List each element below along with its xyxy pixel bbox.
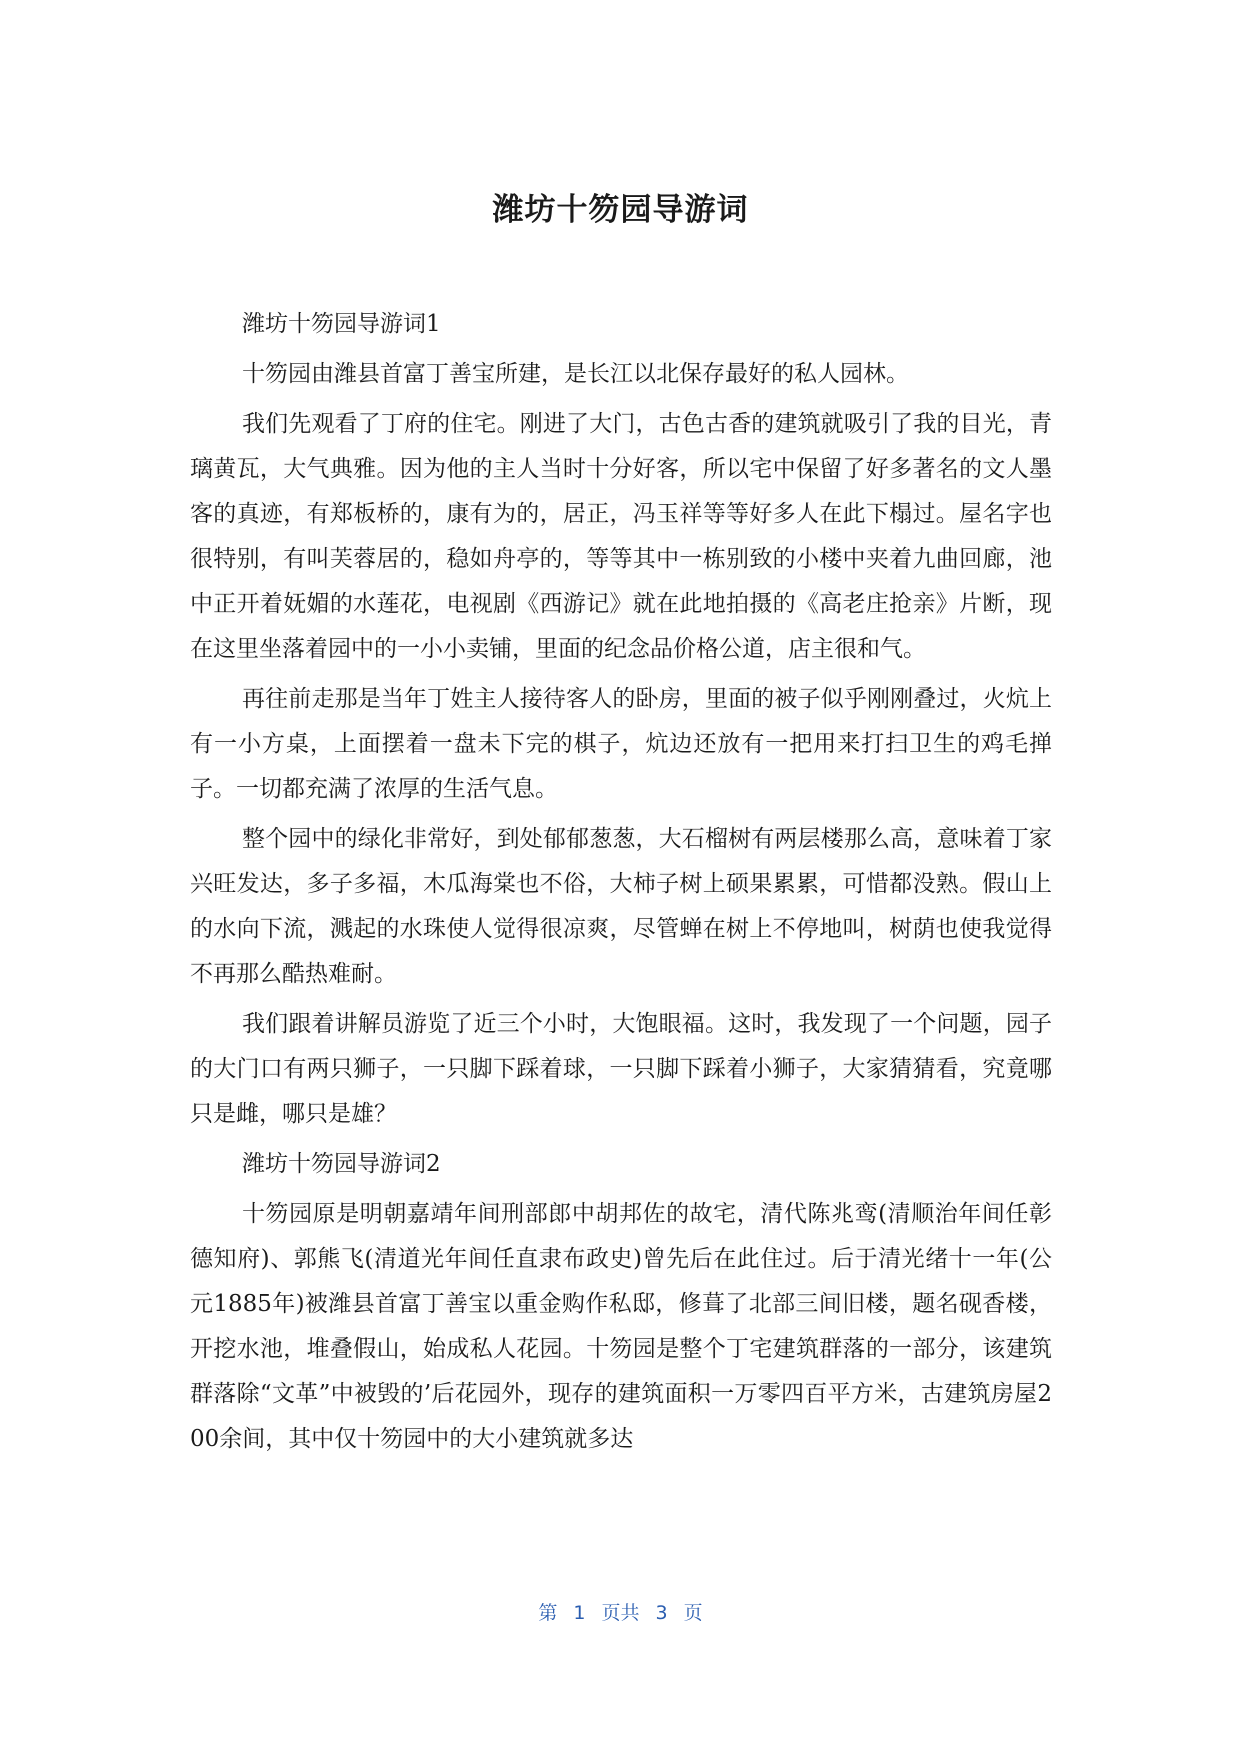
document-title: 潍坊十笏园导游词: [492, 192, 749, 228]
paragraph: 再往前走那是当年丁姓主人接待客人的卧房，里面的被子似乎刚刚叠过，火炕上有一小方桌，上面摆着一盘未下完的棋子，炕边还放有一把用来打扫卫生的鸡毛掸子。一切都充满了浓厚的生活气息。: [190, 686, 1052, 802]
footer-label-suffix: 页: [683, 1602, 703, 1624]
footer-label-prefix: 第: [538, 1602, 558, 1624]
paragraph: 我们先观看了丁府的住宅。刚进了大门，古色古香的建筑就吸引了我的目光，青璃黄瓦，大气典雅。因为他的主人当时十分好客，所以宅中保留了好多著名的文人墨客的真迹，有郑板桥的，康有为的，居正，冯玉祥等等好多人在此下榻过。屋名字也很特别，有叫芙蓉居的，稳如舟亭的，等等其中一栋别致的小楼中夹着九曲回廊，池中正开着妩媚的水莲花，电视剧《西游记》就在此地拍摄的《高老庄抢亲》片断，现在这里坐落着园中的一小小卖铺，里面的纪念品价格公道，店主很和气。: [190, 411, 1052, 662]
paragraph: 十笏园原是明朝嘉靖年间刑部郎中胡邦佐的故宅，清代陈兆鸾(清顺治年间任彰德知府)、郭熊飞(清道光年间任直隶布政史)曾先后在此住过。后于清光绪十一年(公元1885年)被潍县首富丁善宝以重金购作私邸，修葺了北部三间旧楼，题名砚香楼，开挖水池，堆叠假山，始成私人花园。十笏园是整个丁宅建筑群落的一部分，该建筑群落除“文革”中被毁的’后花园外，现存的建筑面积一万零四百平方米，古建筑房屋200余间，其中仅十笏园中的大小建筑就多达: [190, 1201, 1052, 1452]
paragraph: 整个园中的绿化非常好，到处郁郁葱葱，大石榴树有两层楼那么高，意味着丁家兴旺发达，多子多福，木瓜海棠也不俗，大柿子树上硕果累累，可惜都没熟。假山上的水向下流，溅起的水珠使人觉得很凉爽，尽管蝉在树上不停地叫，树荫也使我觉得不再那么酷热难耐。: [190, 826, 1052, 987]
section-heading-1: 潍坊十笏园导游词1: [242, 311, 441, 337]
footer-label-middle: 页共: [601, 1602, 640, 1624]
section-heading-2: 潍坊十笏园导游词2: [242, 1151, 441, 1177]
total-pages-number: 3: [655, 1602, 668, 1624]
document-body: [190, 302, 1052, 1467]
paragraph: 我们跟着讲解员游览了近三个小时，大饱眼福。这时，我发现了一个问题，园子的大门口有两只狮子，一只脚下踩着球，一只脚下踩着小狮子，大家猜猜看，究竟哪只是雌，哪只是雄？: [190, 1011, 1052, 1127]
paragraph: 十笏园由潍县首富丁善宝所建，是长江以北保存最好的私人园林。: [242, 361, 909, 387]
page-footer: [0, 1598, 1241, 1628]
current-page-number: 1: [573, 1602, 586, 1624]
